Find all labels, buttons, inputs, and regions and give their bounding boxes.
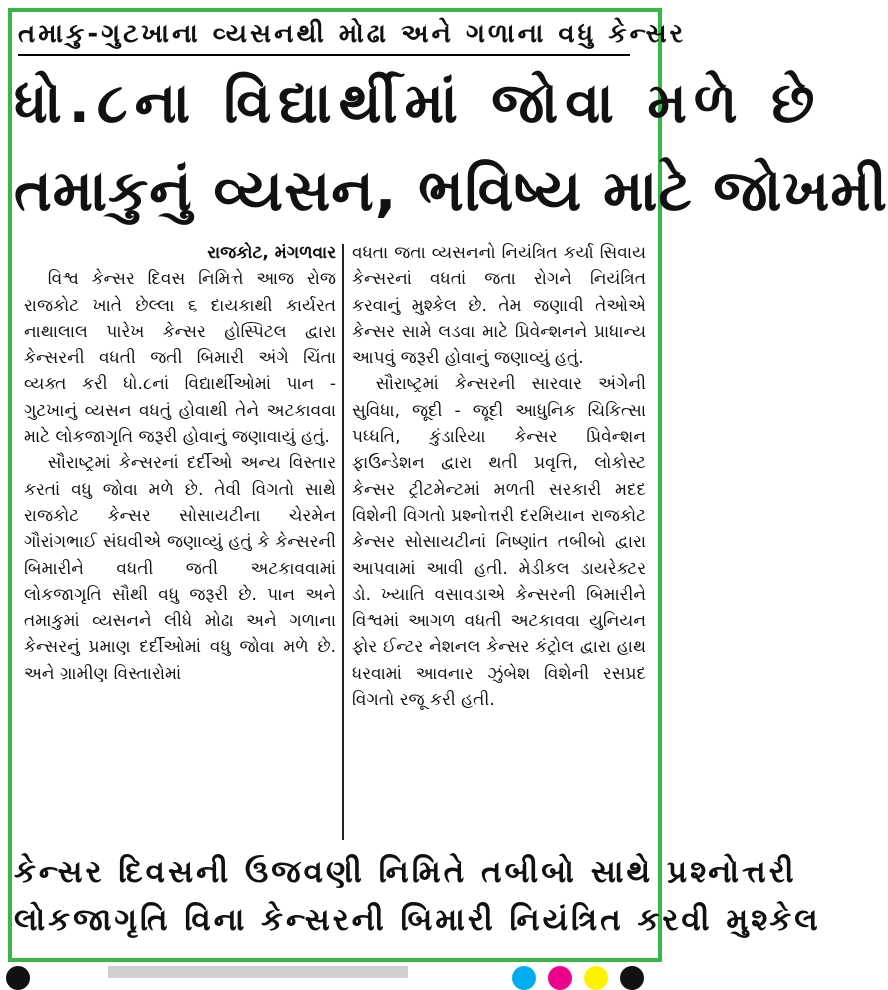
subheadline-line-1: કેન્સર દિવસની ઉજવણી નિમિતે તબીબો સાથે પ્રશ્નોત્તરી [14,854,797,890]
subheadline-line-2: લોકજાગૃતિ વિના કેન્સરની બિમારી નિયંત્રિત કરવી મુશ્કેલ [14,902,821,938]
headline-line-2: તમાકુનું વ્યસન, ભવિષ્ય માટે જોખમી [14,158,888,224]
article-column-right [352,240,646,840]
paragraph: સૌરાષ્ટ્રમાં કેન્સરની સારવાર અંગેની સુવિધા, જૂદી - જૂદી આધુનિક ચિકિત્સા પધ્ધતિ, કુંડારિયા કેન્સર પ્રિવેન્શન ફાઉન્ડેશન દ્વારા થતી પ્રવૃત્તિ, લોકોસ્ટ કેન્સર ટ્રીટમેન્ટમાં મળતી સરકારી મદદ વિશેની વિગતો પ્રશ્નોત્તરી દરમિયાન રાજકોટ કેન્સર સોસાયટીનાં નિષ્ણાંત તબીબો દ્વારા આપવામાં આવી હતી. મેડીકલ ડાયરેક્ટર ડો. ખ્યાતિ વસાવડાએ કેન્સરની બિમારીને વિશ્વમાં આગળ વધતી અટકાવવા યુનિયન ફોર ઈન્ટર નેશનલ કેન્સર કંટ્રોલ દ્વારા હાથ ધરવામાં આવનાર ઝુંબેશ વિશેની રસપ્રદ વિગતો રજૂ કરી હતી. [352,374,646,711]
dateline: રાજકોટ, મંગળવાર [207,243,336,263]
column-divider [342,244,344,840]
paragraph: વધતા જતા વ્યસનનો નિયંત્રિત કર્યા સિવાય કેન્સરનાં વધતાં જતા રોગને નિયંત્રિત કરવાનું મુશ્કેલ છે. તેમ જણાવી તેઓએ કેન્સર સામે લડવા માટે પ્રિવેન્શનને પ્રાધાન્ય આપવું જરૂરી હોવાનું જણાવ્યું હતું. [352,243,646,369]
paragraph: સૌરાષ્ટ્રમાં કેન્સરનાં દર્દીઓ અન્ય વિસ્તાર કરતાં વધુ જોવા મળે છે. તેવી વિગતો સાથે રાજકોટ કેન્સર સોસાયટીના ચેરમેન ગૌરાંગભાઈ સંઘવીએ જણાવ્યું હતું કે કેન્સરની બિમારીને વધતી જતી અટકાવવામાં લોકજાગૃતિ સૌથી વધુ જરૂરી છે. પાન અને તમાકુમાં વ્યસનને લીધે મોઢા અને ગળાના કેન્સરનું પ્રમાણ દર્દીઓમાં વધુ જોવા મળે છે. અને ગ્રામીણ વિસ્તારોમાં [24,453,336,684]
registration-mark-black [6,966,30,990]
registration-mark-key [620,966,644,990]
paragraph: વિશ્વ કેન્સર દિવસ નિમિત્તે આજ રોજ રાજકોટ ખાતે છેલ્લા ૬ દાયકાથી કાર્યરત નાથાલાલ પારેખ કેન્સર હોસ્પિટલ દ્વારા કેન્સરની વધતી જતી બિમારી અંગે ચિંતા વ્યક્ત કરી ધો.૮નાં વિદ્યાર્થીઓમાં પાન - ગુટખાનું વ્યસન વધતું હોવાથી તેને અટકાવવા માટે લોકજાગૃતિ જરૂરી હોવાનું જણાવાયું હતું. [24,269,336,448]
headline-line-1: ધો.૮ના વિદ્યાર્થીમાં જોવા મળે છે [14,71,822,136]
registration-mark-cyan [512,966,536,990]
registration-mark-magenta [548,966,572,990]
article-column-left [24,240,336,840]
kicker-headline: તમાકુ-ગુટખાના વ્યસનથી મોઢા અને ગળાના વધુ કેન્સર [18,14,630,56]
scan-gray-strip [108,966,408,978]
registration-mark-yellow [584,966,608,990]
